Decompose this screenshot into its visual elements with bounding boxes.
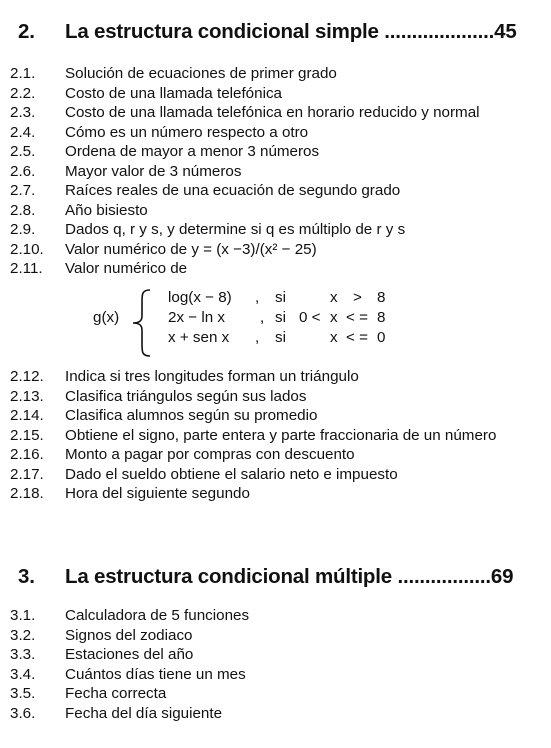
item-number: 2.13. xyxy=(10,387,44,405)
formula-function-name: g(x) xyxy=(93,309,120,326)
item-number: 3.6. xyxy=(10,704,36,722)
item-text: Año bisiesto xyxy=(65,201,148,219)
item-number: 2.18. xyxy=(10,485,44,502)
formula-expression: 2x − ln x xyxy=(168,309,225,326)
formula-lower-bound: 0 < xyxy=(299,309,321,326)
formula-bound: 8 xyxy=(377,309,386,326)
item-text: Cuántos días tiene un mes xyxy=(65,665,246,683)
item-text: Costo de una llamada telefónica xyxy=(65,84,282,102)
item-number: 3.4. xyxy=(10,665,36,683)
left-brace-icon xyxy=(130,288,156,358)
item-number: 2.14. xyxy=(10,407,44,424)
section-2-number: 2. xyxy=(18,20,35,43)
item-text: Dado el sueldo obtiene el salario neto e impuesto xyxy=(65,465,398,483)
item-text: Hora del siguiente segundo xyxy=(65,485,250,502)
item-number: 2.7. xyxy=(10,182,36,199)
formula-bound: 8 xyxy=(377,289,386,306)
item-number: 2.6. xyxy=(10,162,36,180)
item-number: 2.10. xyxy=(10,240,44,258)
item-text: Obtiene el signo, parte entera y parte fraccionaria de un número xyxy=(65,426,497,444)
item-text: Fecha correcta xyxy=(65,685,167,702)
item-number: 2.2. xyxy=(10,84,36,102)
piecewise-formula xyxy=(93,286,413,358)
item-number: 2.16. xyxy=(10,446,44,463)
item-number: 2.15. xyxy=(10,426,44,444)
item-text: Estaciones del año xyxy=(65,646,194,663)
item-text: Mayor valor de 3 números xyxy=(65,162,242,180)
item-number: 3.5. xyxy=(10,685,36,702)
formula-operator: < = xyxy=(346,329,368,346)
item-text: Cómo es un número respecto a otro xyxy=(65,123,309,141)
item-text: Monto a pagar por compras con descuento xyxy=(65,446,355,463)
item-number: 2.5. xyxy=(10,143,36,160)
section-2-title: La estructura condicional simple ....................45 xyxy=(65,20,517,43)
item-number: 2.12. xyxy=(10,368,44,385)
formula-condition-word: si xyxy=(275,289,286,306)
formula-expression: log(x − 8) xyxy=(168,289,232,306)
item-text: Indica si tres longitudes forman un triángulo xyxy=(65,368,359,385)
formula-variable: x xyxy=(330,289,338,306)
formula-separator: , xyxy=(255,329,260,346)
formula-variable: x xyxy=(330,309,338,326)
item-text: Raíces reales de una ecuación de segundo grado xyxy=(65,182,401,199)
section-3-title: La estructura condicional múltiple .................69 xyxy=(65,565,514,588)
item-text: Valor numérico de xyxy=(65,260,188,277)
formula-condition-word: si xyxy=(275,329,286,346)
formula-variable: x xyxy=(330,329,338,346)
item-number: 3.2. xyxy=(10,626,36,644)
formula-separator: , xyxy=(260,309,265,326)
formula-operator: < = xyxy=(346,309,368,326)
item-number: 3.3. xyxy=(10,646,36,663)
item-text: Signos del zodiaco xyxy=(65,626,193,644)
item-number: 2.17. xyxy=(10,465,44,483)
item-text: Valor numérico de y = (x −3)/(x² − 25) xyxy=(65,240,317,258)
item-number: 2.3. xyxy=(10,104,36,121)
formula-operator: > xyxy=(353,289,362,306)
item-text: Clasifica alumnos según su promedio xyxy=(65,407,318,424)
formula-separator: , xyxy=(255,289,260,306)
item-number: 2.11. xyxy=(10,260,43,277)
item-number: 2.9. xyxy=(10,221,36,238)
item-number: 2.4. xyxy=(10,123,36,141)
item-text: Clasifica triángulos según sus lados xyxy=(65,387,307,405)
item-text: Costo de una llamada telefónica en horario reducido y normal xyxy=(65,104,480,121)
item-text: Ordena de mayor a menor 3 números xyxy=(65,143,320,160)
formula-expression: x + sen x xyxy=(168,329,230,346)
item-text: Fecha del día siguiente xyxy=(65,704,223,722)
item-number: 3.1. xyxy=(10,607,36,624)
formula-condition-word: si xyxy=(275,309,286,326)
formula-bound: 0 xyxy=(377,329,386,346)
item-text: Solución de ecuaciones de primer grado xyxy=(65,65,337,82)
section-3-number: 3. xyxy=(18,565,35,588)
item-number: 2.8. xyxy=(10,201,36,219)
item-text: Calculadora de 5 funciones xyxy=(65,607,250,624)
item-number: 2.1. xyxy=(10,65,36,82)
item-text: Dados q, r y s, y determine si q es múltiplo de r y s xyxy=(65,221,406,238)
